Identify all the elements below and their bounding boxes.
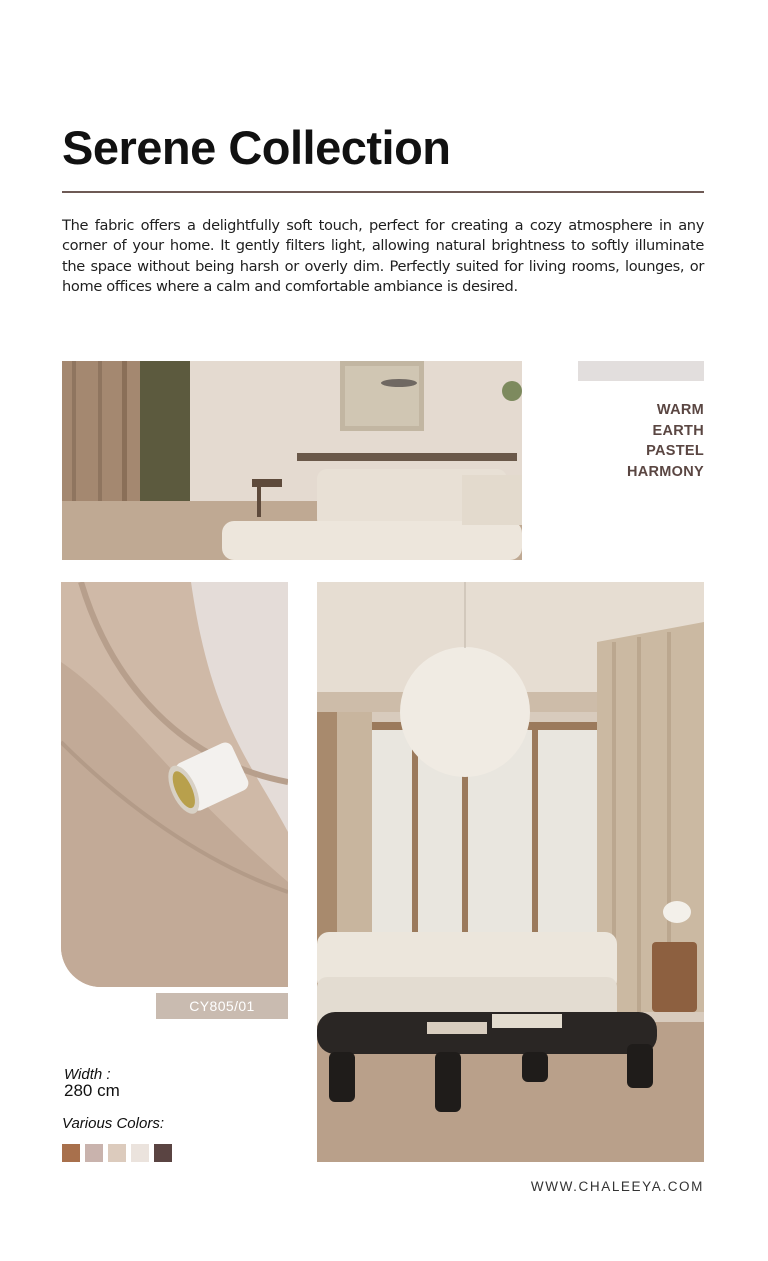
- color-swatch: [108, 1144, 126, 1162]
- color-swatches: [62, 1144, 172, 1162]
- product-code-label: CY805/01: [156, 993, 288, 1019]
- width-value: 280 cm: [64, 1081, 120, 1100]
- color-swatch: [85, 1144, 103, 1162]
- tag-harmony: HARMONY: [626, 463, 704, 480]
- title-divider: [62, 191, 704, 193]
- width-label: Width :: [64, 1066, 111, 1083]
- page-title: Serene Collection: [62, 121, 451, 174]
- website-link: WWW.CHALEEYA.COM: [530, 1179, 704, 1194]
- accent-bar: [578, 361, 704, 381]
- color-swatch: [62, 1144, 80, 1162]
- product-description: The fabric offers a delightfully soft touch, perfect for creating a cozy atmosphere in any corner of your home. It gently filters light, allowing natural brightness to softly illuminate the space without being harsh or overly dim. Perfectly suited for living rooms, lounges, or home offices where a calm and comfortable ambiance is desired.: [62, 217, 704, 295]
- tag-earth: EARTH: [652, 422, 704, 439]
- colors-label: Various Colors:: [62, 1115, 164, 1132]
- color-swatch: [154, 1144, 172, 1162]
- fabric-closeup-photo: [61, 582, 288, 987]
- living-room-photo: [317, 582, 704, 1162]
- mood-tags: [627, 400, 704, 482]
- dining-room-photo: [62, 361, 522, 560]
- tag-pastel: PASTEL: [646, 443, 704, 460]
- color-swatch: [131, 1144, 149, 1162]
- tag-warm: WARM: [656, 402, 704, 418]
